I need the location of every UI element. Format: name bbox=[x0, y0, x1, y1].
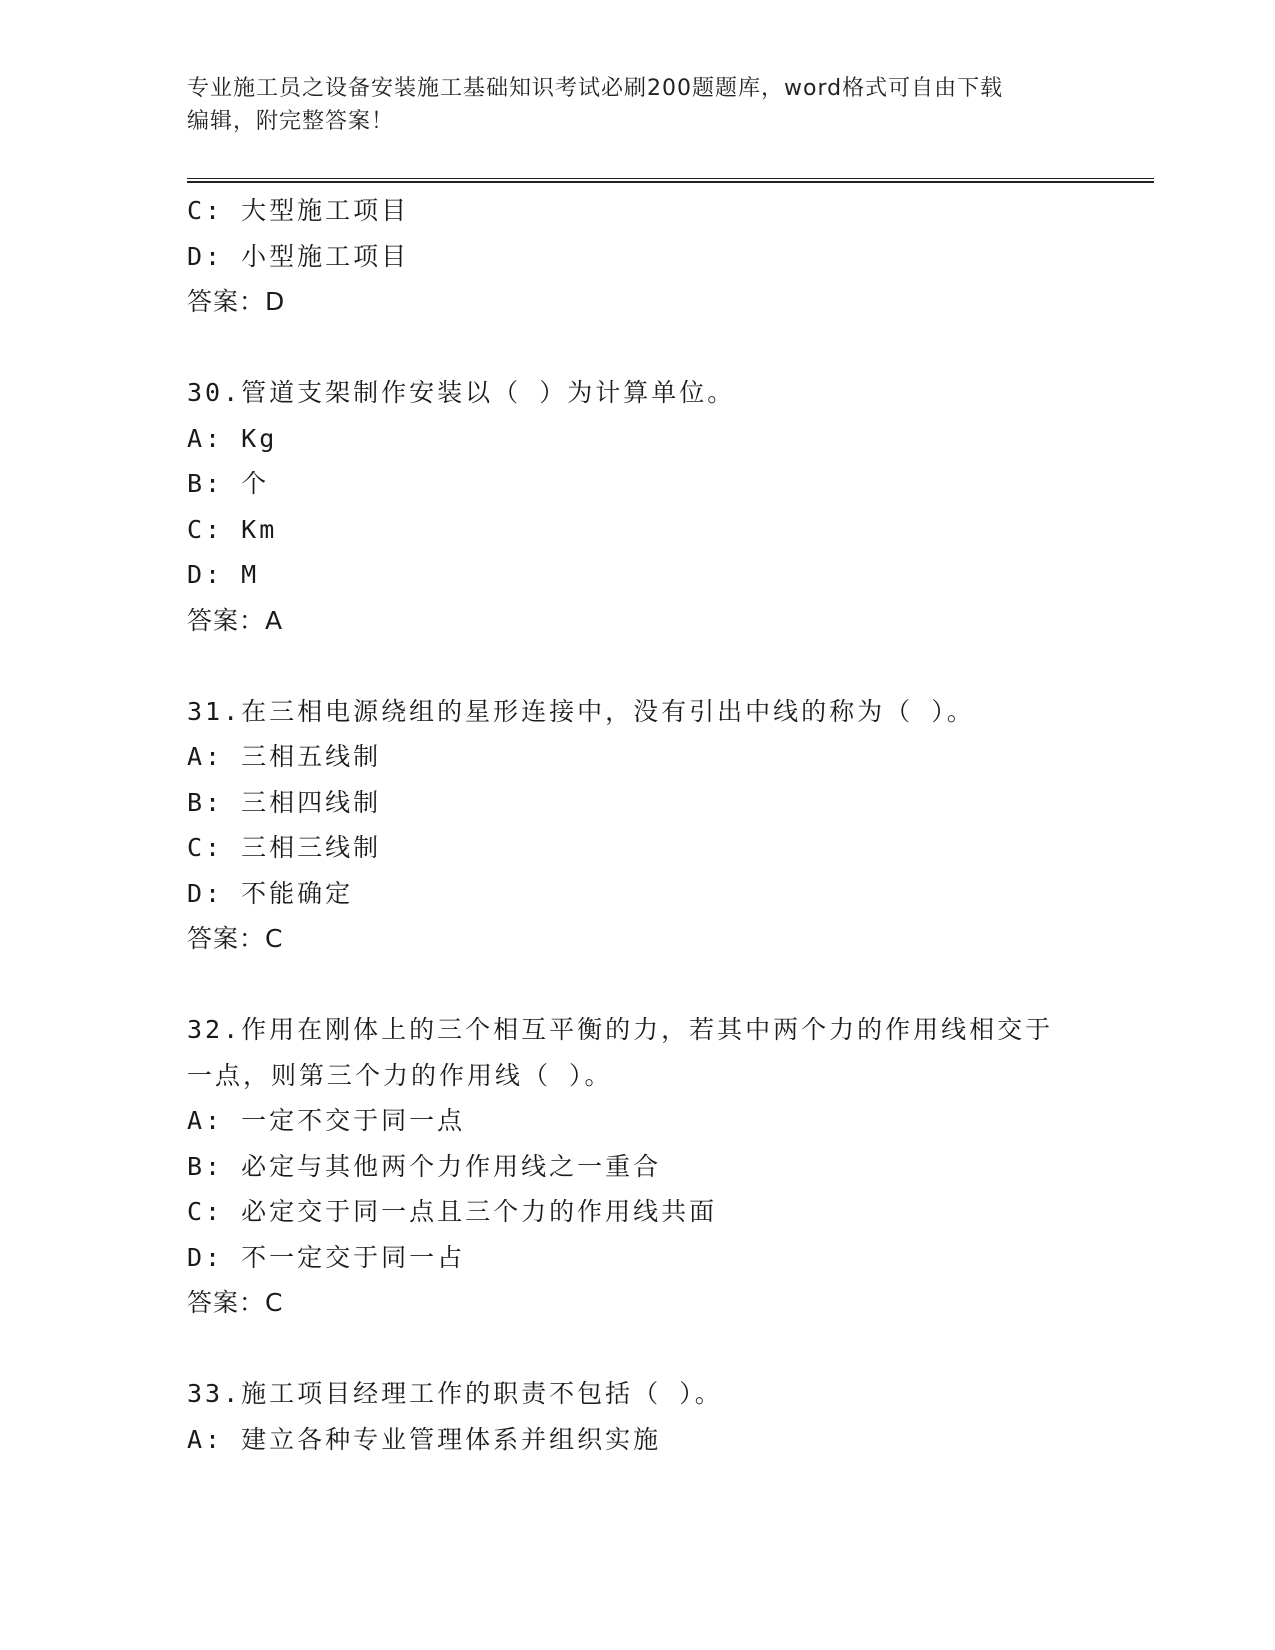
option-d: D: 小型施工项目 bbox=[187, 241, 410, 271]
question-text: 31.在三相电源绕组的星形连接中，没有引出中线的称为（ ）。 bbox=[187, 696, 975, 726]
question-block bbox=[187, 1007, 1154, 1326]
block-spacer bbox=[187, 325, 1154, 371]
question-text: 30.管道支架制作安装以（ ）为计算单位。 bbox=[187, 378, 736, 407]
answer-line: 答案：A bbox=[187, 605, 284, 635]
page-header bbox=[187, 72, 1087, 138]
option-d: D: M bbox=[187, 560, 260, 589]
option-b: B: 三相四线制 bbox=[187, 787, 382, 817]
answer-line: 答案：D bbox=[187, 287, 286, 316]
option-c: C: 大型施工项目 bbox=[187, 196, 410, 225]
option-c: C: 必定交于同一点且三个力的作用线共面 bbox=[187, 1197, 718, 1226]
option-a: A: Kg bbox=[187, 423, 278, 453]
option-b: B: 个 bbox=[187, 469, 270, 498]
header-divider bbox=[187, 178, 1154, 183]
option-c: C: 三相三线制 bbox=[187, 833, 382, 862]
option-a: A: 一定不交于同一点 bbox=[187, 1106, 466, 1135]
question-block bbox=[187, 1371, 1154, 1462]
block-spacer bbox=[187, 1326, 1154, 1372]
question-block bbox=[187, 188, 1154, 325]
question-block bbox=[187, 370, 1154, 643]
option-d: D: 不一定交于同一占 bbox=[187, 1242, 466, 1272]
header-line-2: 编辑，附完整答案！ bbox=[187, 109, 395, 134]
option-b: B: 必定与其他两个力作用线之一重合 bbox=[187, 1151, 662, 1181]
header-line-1: 专业施工员之设备安装施工基础知识考试必刷200题题库，word格式可自由下载 bbox=[187, 76, 1004, 101]
question-text-line-1: 32.作用在刚体上的三个相互平衡的力，若其中两个力的作用线相交于 bbox=[187, 1015, 1054, 1044]
answer-line: 答案：C bbox=[187, 1288, 284, 1317]
question-text: 33.施工项目经理工作的职责不包括（ ）。 bbox=[187, 1379, 723, 1408]
option-c: C: Km bbox=[187, 514, 278, 544]
block-spacer bbox=[187, 643, 1154, 689]
option-a: A: 三相五线制 bbox=[187, 742, 382, 771]
block-spacer bbox=[187, 962, 1154, 1008]
option-a: A: 建立各种专业管理体系并组织实施 bbox=[187, 1424, 662, 1454]
option-d: D: 不能确定 bbox=[187, 878, 354, 908]
question-block bbox=[187, 689, 1154, 962]
question-text-line-2: 一点，则第三个力的作用线（ ）。 bbox=[187, 1060, 613, 1090]
document-body bbox=[187, 188, 1154, 1462]
answer-line: 答案：C bbox=[187, 924, 284, 953]
